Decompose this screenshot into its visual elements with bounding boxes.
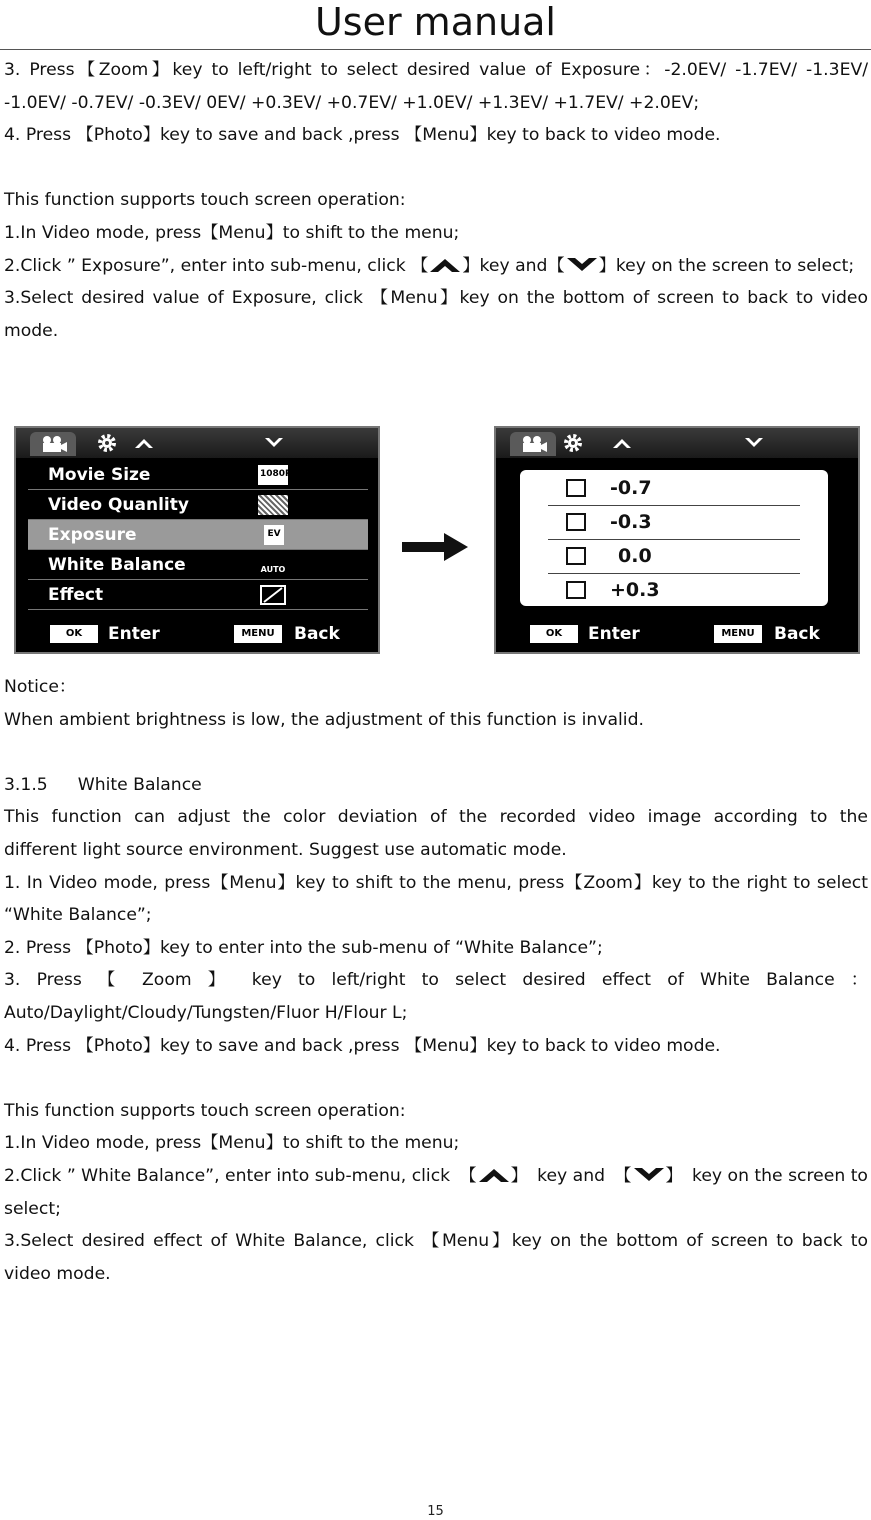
back-label: Back: [294, 624, 340, 644]
wb-intro-line2: different light source environment. Suggest use automatic mode.: [4, 839, 567, 860]
menu-item-movie-size[interactable]: [28, 460, 368, 490]
chevron-up-icon: [134, 437, 154, 449]
exposure-touch-step3-line1: 3.Select desired value of Exposure, click 【Menu】key on the bottom of screen to back to video: [4, 288, 868, 309]
wb-step1-line1: 1. In Video mode, press【Menu】key to shift to the menu, press【Zoom】key to the right to select: [4, 872, 868, 893]
exposure-topbar: [496, 428, 858, 458]
bracket-open: 【: [411, 255, 429, 276]
gear-icon: [96, 432, 118, 454]
back-label: Back: [774, 624, 820, 644]
exposure-step4: 4. Press 【Photo】key to save and back ,press 【Menu】key to back to video mode.: [4, 125, 721, 146]
menu-item-video-quality[interactable]: [28, 490, 368, 520]
exposure-value: 0.0: [618, 545, 652, 567]
notice-and-wb-section: [4, 671, 868, 1290]
effect-icon: [258, 585, 288, 605]
menu-topbar: [16, 428, 378, 458]
wb-step3-line2: Auto/Daylight/Cloudy/Tungsten/Fluor H/Flour L;: [4, 1002, 408, 1023]
wb-heading-title: White Balance: [77, 774, 202, 795]
movie-camera-icon: [510, 432, 556, 456]
camera-menu-screen: [14, 426, 380, 654]
wb-step4: 4. Press 【Photo】key to save and back ,press 【Menu】key to back to video mode.: [4, 1035, 721, 1056]
wb-step2: 2. Press 【Photo】key to enter into the sub-menu of “White Balance”;: [4, 937, 603, 958]
menu-item-label: White Balance: [48, 555, 186, 575]
wb-touch-step3-line1: 3.Select desired effect of White Balance, click 【Menu】key on the bottom of screen to back to: [4, 1231, 868, 1252]
exposure-option[interactable]: [548, 472, 800, 506]
exposure-bottombar: [496, 618, 858, 652]
bracket-close: 】: [510, 1165, 528, 1186]
chevron-down-icon: [264, 437, 284, 449]
exposure-touch-step2-post: key on the screen to select;: [615, 255, 855, 276]
chevron-down-icon: [744, 437, 764, 449]
wb-touch-step2-line2: select;: [4, 1198, 61, 1219]
down-key-icon: [565, 256, 599, 274]
bracket-close: 】: [665, 1165, 683, 1186]
enter-label: Enter: [588, 624, 640, 644]
page-number: 15: [427, 1504, 444, 1519]
exposure-option[interactable]: [548, 574, 800, 607]
menu-bottombar: [16, 618, 378, 652]
gear-icon: [562, 432, 584, 454]
page-title: User manual: [314, 0, 556, 44]
menu-item-white-balance[interactable]: [28, 550, 368, 580]
wb-touch-step2: [4, 1160, 868, 1193]
exposure-value-list: [520, 470, 828, 606]
chevron-up-icon: [612, 437, 632, 449]
ev-icon: [566, 581, 586, 599]
bracket-close: 】: [598, 255, 616, 276]
ev-icon: [566, 513, 586, 531]
ok-key-button[interactable]: OK: [530, 625, 578, 643]
video-tab: [30, 432, 76, 456]
exposure-value: +0.3: [610, 579, 660, 601]
exposure-touch-step1: 1.In Video mode, press【Menu】to shift to the menu;: [4, 222, 460, 243]
wb-step1-line2: “White Balance”;: [4, 905, 152, 926]
ev-icon: EV: [264, 525, 284, 545]
up-key-icon: [428, 256, 462, 274]
exposure-steps: [4, 54, 868, 347]
wb-auto-icon: AUTO: [260, 565, 286, 574]
wb-touch-step2-post: key on the screen to: [692, 1165, 868, 1186]
notice-text: When ambient brightness is low, the adjustment of this function is invalid.: [4, 709, 644, 730]
menu-item-label: Video Quanlity: [48, 495, 189, 515]
wb-touch-step2-mid: key and: [537, 1165, 605, 1186]
video-tab: [510, 432, 556, 456]
menu-key-button[interactable]: MENU: [714, 625, 762, 643]
exposure-touch-step3-line2: mode.: [4, 320, 59, 341]
header-rule: [0, 49, 871, 50]
ev-icon: [566, 547, 586, 565]
bracket-open: 【: [547, 255, 565, 276]
menu-key-button[interactable]: MENU: [234, 625, 282, 643]
wb-touch-intro: This function supports touch screen operation:: [4, 1100, 406, 1121]
exposure-touch-intro: This function supports touch screen operation:: [4, 190, 406, 211]
wb-touch-step3-line2: video mode.: [4, 1263, 111, 1284]
menu-item-label: Exposure: [48, 525, 137, 545]
wb-intro-line1: This function can adjust the color deviation of the recorded video image according to the: [4, 807, 868, 828]
exposure-step3-line2: -1.0EV/ -0.7EV/ -0.3EV/ 0EV/ +0.3EV/ +0.7EV/ +1.0EV/ +1.3EV/ +1.7EV/ +2.0EV;: [4, 92, 700, 113]
menu-item-label: Movie Size: [48, 465, 151, 485]
bracket-open: 【: [459, 1165, 477, 1186]
movie-camera-icon: [30, 432, 76, 456]
wb-heading: [4, 769, 868, 802]
menu-item-label: Effect: [48, 585, 104, 605]
exposure-option[interactable]: [548, 506, 800, 540]
wb-touch-step1: 1.In Video mode, press【Menu】to shift to the menu;: [4, 1133, 460, 1154]
1080p-icon: 1080P: [258, 465, 288, 485]
bracket-open: 【: [614, 1165, 632, 1186]
quality-icon: [258, 495, 288, 515]
menu-item-effect[interactable]: [28, 580, 368, 610]
notice-title: Notice：: [4, 677, 77, 697]
exposure-value: -0.7: [610, 477, 652, 499]
exposure-touch-step2-pre: 2.Click ” Exposure”, enter into sub-menu, click: [4, 255, 412, 276]
bracket-close: 】: [462, 255, 480, 276]
menu-item-exposure[interactable]: [28, 520, 368, 550]
ev-icon: [566, 479, 586, 497]
wb-step3-line1: 3. Press 【 Zoom 】 key to left/right to select desired effect of White Balance ：: [4, 970, 868, 991]
down-key-icon: [632, 1166, 666, 1184]
exposure-touch-step2: [4, 250, 868, 283]
ok-key-button[interactable]: OK: [50, 625, 98, 643]
up-key-icon: [477, 1166, 511, 1184]
arrow-right-icon: [398, 530, 472, 564]
wb-touch-step2-pre: 2.Click ” White Balance”, enter into sub-menu, click: [4, 1165, 451, 1186]
wb-heading-number: 3.1.5: [4, 774, 48, 795]
exposure-option[interactable]: [548, 540, 800, 574]
exposure-step3-line1: 3. Press【Zoom】key to left/right to select desired value of Exposure：-2.0EV/ -1.7EV/ -1.3EV/: [4, 60, 868, 80]
camera-exposure-screen: [494, 426, 860, 654]
exposure-value: -0.3: [610, 511, 652, 533]
exposure-touch-step2-mid: key and: [479, 255, 548, 276]
enter-label: Enter: [108, 624, 160, 644]
